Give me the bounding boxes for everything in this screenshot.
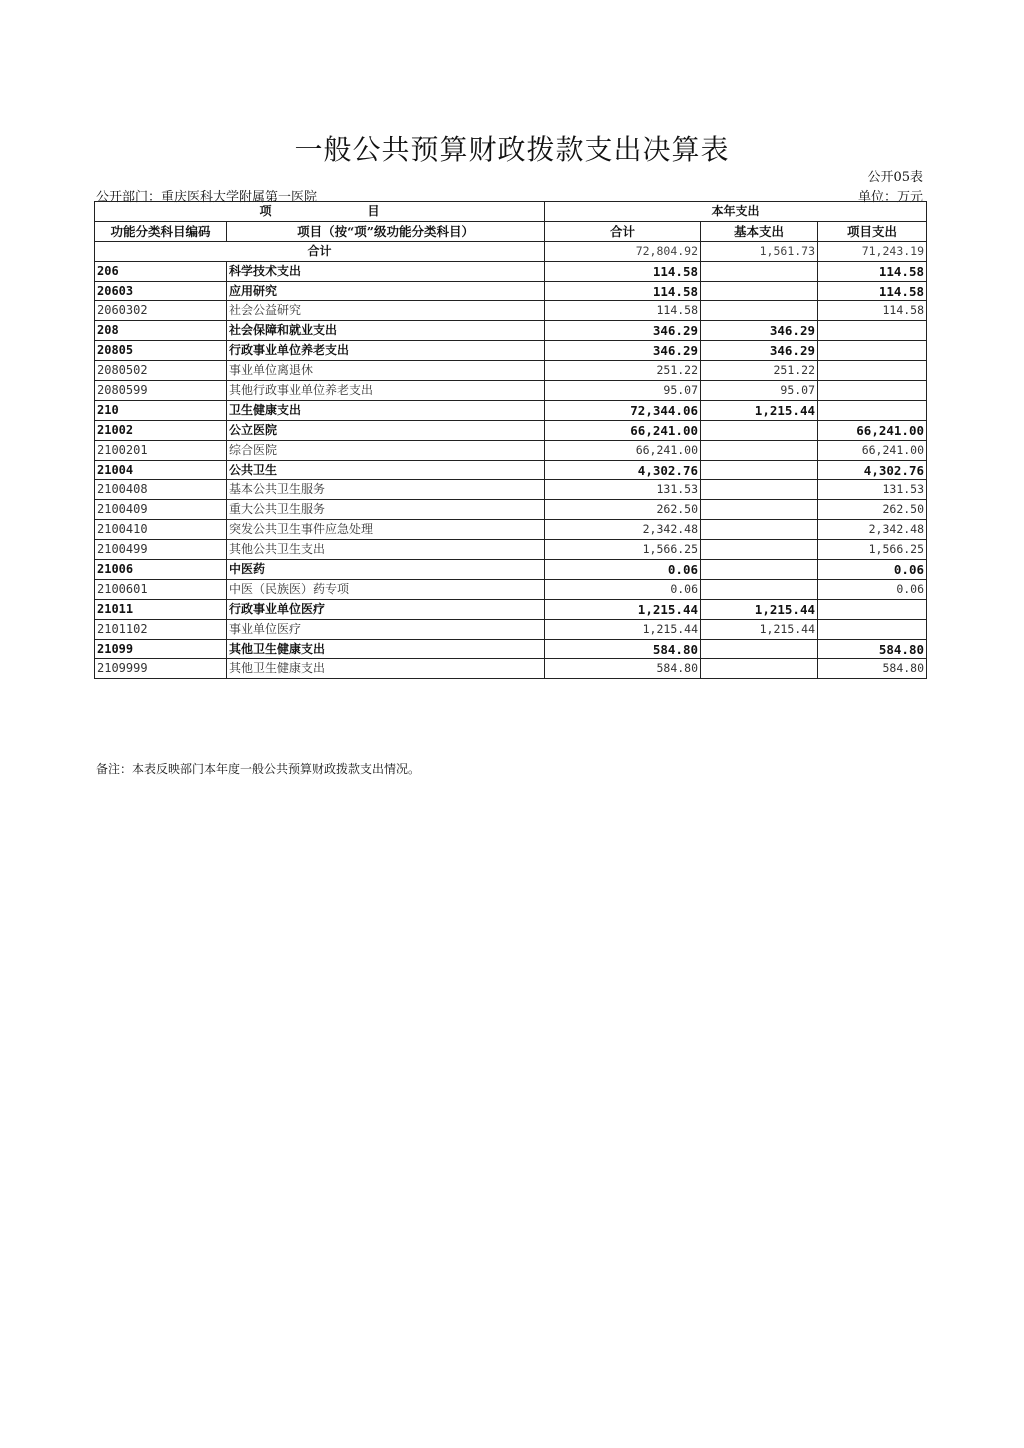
basic-cell: 1,215.44 — [701, 400, 818, 420]
basic-cell: 346.29 — [701, 321, 818, 341]
code-cell: 2100409 — [95, 500, 227, 520]
name-cell: 其他卫生健康支出 — [227, 659, 545, 679]
footnote: 备注：本表反映部门本年度一般公共预算财政拨款支出情况。 — [96, 762, 421, 776]
total-cell: 1,566.25 — [545, 540, 701, 560]
header-row-columns — [95, 221, 927, 241]
table-row — [95, 599, 927, 619]
budget-table — [94, 201, 927, 679]
basic-cell: 1,215.44 — [701, 599, 818, 619]
total-project-cell: 71,243.19 — [818, 241, 927, 261]
basic-cell — [701, 301, 818, 321]
project-cell: 0.06 — [818, 579, 927, 599]
code-cell: 2100601 — [95, 579, 227, 599]
name-cell: 突发公共卫生事件应急处理 — [227, 520, 545, 540]
basic-cell — [701, 520, 818, 540]
table-row — [95, 261, 927, 281]
table-row — [95, 381, 927, 401]
project-cell: 66,241.00 — [818, 420, 927, 440]
code-cell: 206 — [95, 261, 227, 281]
basic-cell: 251.22 — [701, 361, 818, 381]
total-label: 合计 — [95, 241, 545, 261]
basic-cell — [701, 420, 818, 440]
name-cell: 社会保障和就业支出 — [227, 321, 545, 341]
header-row-group — [95, 202, 927, 222]
project-cell: 114.58 — [818, 281, 927, 301]
name-cell: 综合医院 — [227, 440, 545, 460]
code-cell: 2100499 — [95, 540, 227, 560]
total-cell: 66,241.00 — [545, 420, 701, 440]
code-cell: 21002 — [95, 420, 227, 440]
total-cell: 262.50 — [545, 500, 701, 520]
name-cell: 中医药 — [227, 560, 545, 580]
name-cell: 应用研究 — [227, 281, 545, 301]
basic-cell — [701, 540, 818, 560]
total-cell: 1,215.44 — [545, 599, 701, 619]
name-cell: 事业单位医疗 — [227, 619, 545, 639]
table-row — [95, 579, 927, 599]
basic-cell — [701, 480, 818, 500]
name-cell: 事业单位离退休 — [227, 361, 545, 381]
total-cell: 4,302.76 — [545, 460, 701, 480]
total-cell: 584.80 — [545, 659, 701, 679]
form-number: 公开05表 — [867, 170, 923, 185]
project-cell — [818, 619, 927, 639]
table-row — [95, 619, 927, 639]
basic-cell: 95.07 — [701, 381, 818, 401]
department-label: 公开部门：重庆医科大学附属第一医院 — [96, 190, 318, 205]
table-row — [95, 341, 927, 361]
total-cell: 2,342.48 — [545, 520, 701, 540]
project-cell: 584.80 — [818, 659, 927, 679]
code-cell: 2080502 — [95, 361, 227, 381]
table-row — [95, 420, 927, 440]
table-row — [95, 440, 927, 460]
total-cell: 346.29 — [545, 341, 701, 361]
code-cell: 2060302 — [95, 301, 227, 321]
project-cell: 1,566.25 — [818, 540, 927, 560]
code-cell: 210 — [95, 400, 227, 420]
table-row — [95, 361, 927, 381]
total-cell: 251.22 — [545, 361, 701, 381]
basic-header: 基本支出 — [701, 221, 818, 241]
total-cell: 131.53 — [545, 480, 701, 500]
project-cell: 2,342.48 — [818, 520, 927, 540]
name-cell: 其他行政事业单位养老支出 — [227, 381, 545, 401]
basic-cell — [701, 560, 818, 580]
table-row — [95, 520, 927, 540]
code-cell: 208 — [95, 321, 227, 341]
basic-cell — [701, 460, 818, 480]
project-cell: 114.58 — [818, 261, 927, 281]
total-cell: 584.80 — [545, 639, 701, 659]
code-cell: 2100410 — [95, 520, 227, 540]
table-row — [95, 321, 927, 341]
code-cell: 2109999 — [95, 659, 227, 679]
project-header: 项目支出 — [818, 221, 927, 241]
table-row — [95, 659, 927, 679]
name-cell: 科学技术支出 — [227, 261, 545, 281]
name-cell: 社会公益研究 — [227, 301, 545, 321]
project-cell — [818, 381, 927, 401]
name-cell: 中医（民族医）药专项 — [227, 579, 545, 599]
project-cell: 114.58 — [818, 301, 927, 321]
name-cell: 公立医院 — [227, 420, 545, 440]
code-cell: 21011 — [95, 599, 227, 619]
total-cell: 0.06 — [545, 579, 701, 599]
basic-cell — [701, 659, 818, 679]
table-row — [95, 560, 927, 580]
total-cell: 66,241.00 — [545, 440, 701, 460]
page-title: 一般公共预算财政拨款支出决算表 — [294, 133, 730, 166]
table-row — [95, 480, 927, 500]
code-header: 功能分类科目编码 — [95, 221, 227, 241]
name-cell: 行政事业单位医疗 — [227, 599, 545, 619]
code-cell: 2100201 — [95, 440, 227, 460]
name-cell: 其他卫生健康支出 — [227, 639, 545, 659]
code-cell: 21099 — [95, 639, 227, 659]
project-cell — [818, 599, 927, 619]
name-cell: 公共卫生 — [227, 460, 545, 480]
basic-cell — [701, 261, 818, 281]
total-basic-cell: 1,561.73 — [701, 241, 818, 261]
item-group-header: 项 目 — [95, 202, 545, 222]
table-row — [95, 460, 927, 480]
project-cell: 262.50 — [818, 500, 927, 520]
project-cell: 584.80 — [818, 639, 927, 659]
total-cell: 346.29 — [545, 321, 701, 341]
total-cell: 114.58 — [545, 281, 701, 301]
basic-cell — [701, 639, 818, 659]
project-cell: 66,241.00 — [818, 440, 927, 460]
unit-label: 单位：万元 — [857, 190, 923, 205]
project-cell — [818, 361, 927, 381]
project-cell — [818, 400, 927, 420]
total-cell: 95.07 — [545, 381, 701, 401]
code-cell: 2080599 — [95, 381, 227, 401]
expense-group-header: 本年支出 — [545, 202, 927, 222]
total-cell: 72,344.06 — [545, 400, 701, 420]
table-row — [95, 400, 927, 420]
code-cell: 21004 — [95, 460, 227, 480]
code-cell: 21006 — [95, 560, 227, 580]
table-row — [95, 500, 927, 520]
total-cell: 114.58 — [545, 301, 701, 321]
total-cell: 0.06 — [545, 560, 701, 580]
code-cell: 2101102 — [95, 619, 227, 639]
project-cell — [818, 321, 927, 341]
table-row — [95, 301, 927, 321]
total-row — [95, 241, 927, 261]
basic-cell — [701, 500, 818, 520]
project-cell: 4,302.76 — [818, 460, 927, 480]
total-header: 合计 — [545, 221, 701, 241]
name-cell: 行政事业单位养老支出 — [227, 341, 545, 361]
basic-cell — [701, 281, 818, 301]
total-cell: 114.58 — [545, 261, 701, 281]
name-header: 项目（按“项”级功能分类科目） — [227, 221, 545, 241]
name-cell: 卫生健康支出 — [227, 400, 545, 420]
code-cell: 20603 — [95, 281, 227, 301]
basic-cell: 346.29 — [701, 341, 818, 361]
table-row — [95, 639, 927, 659]
basic-cell: 1,215.44 — [701, 619, 818, 639]
name-cell: 重大公共卫生服务 — [227, 500, 545, 520]
basic-cell — [701, 440, 818, 460]
basic-cell — [701, 579, 818, 599]
name-cell: 其他公共卫生支出 — [227, 540, 545, 560]
total-total-cell: 72,804.92 — [545, 241, 701, 261]
total-cell: 1,215.44 — [545, 619, 701, 639]
project-cell: 0.06 — [818, 560, 927, 580]
project-cell: 131.53 — [818, 480, 927, 500]
code-cell: 2100408 — [95, 480, 227, 500]
code-cell: 20805 — [95, 341, 227, 361]
table-row — [95, 281, 927, 301]
project-cell — [818, 341, 927, 361]
table-row — [95, 540, 927, 560]
name-cell: 基本公共卫生服务 — [227, 480, 545, 500]
